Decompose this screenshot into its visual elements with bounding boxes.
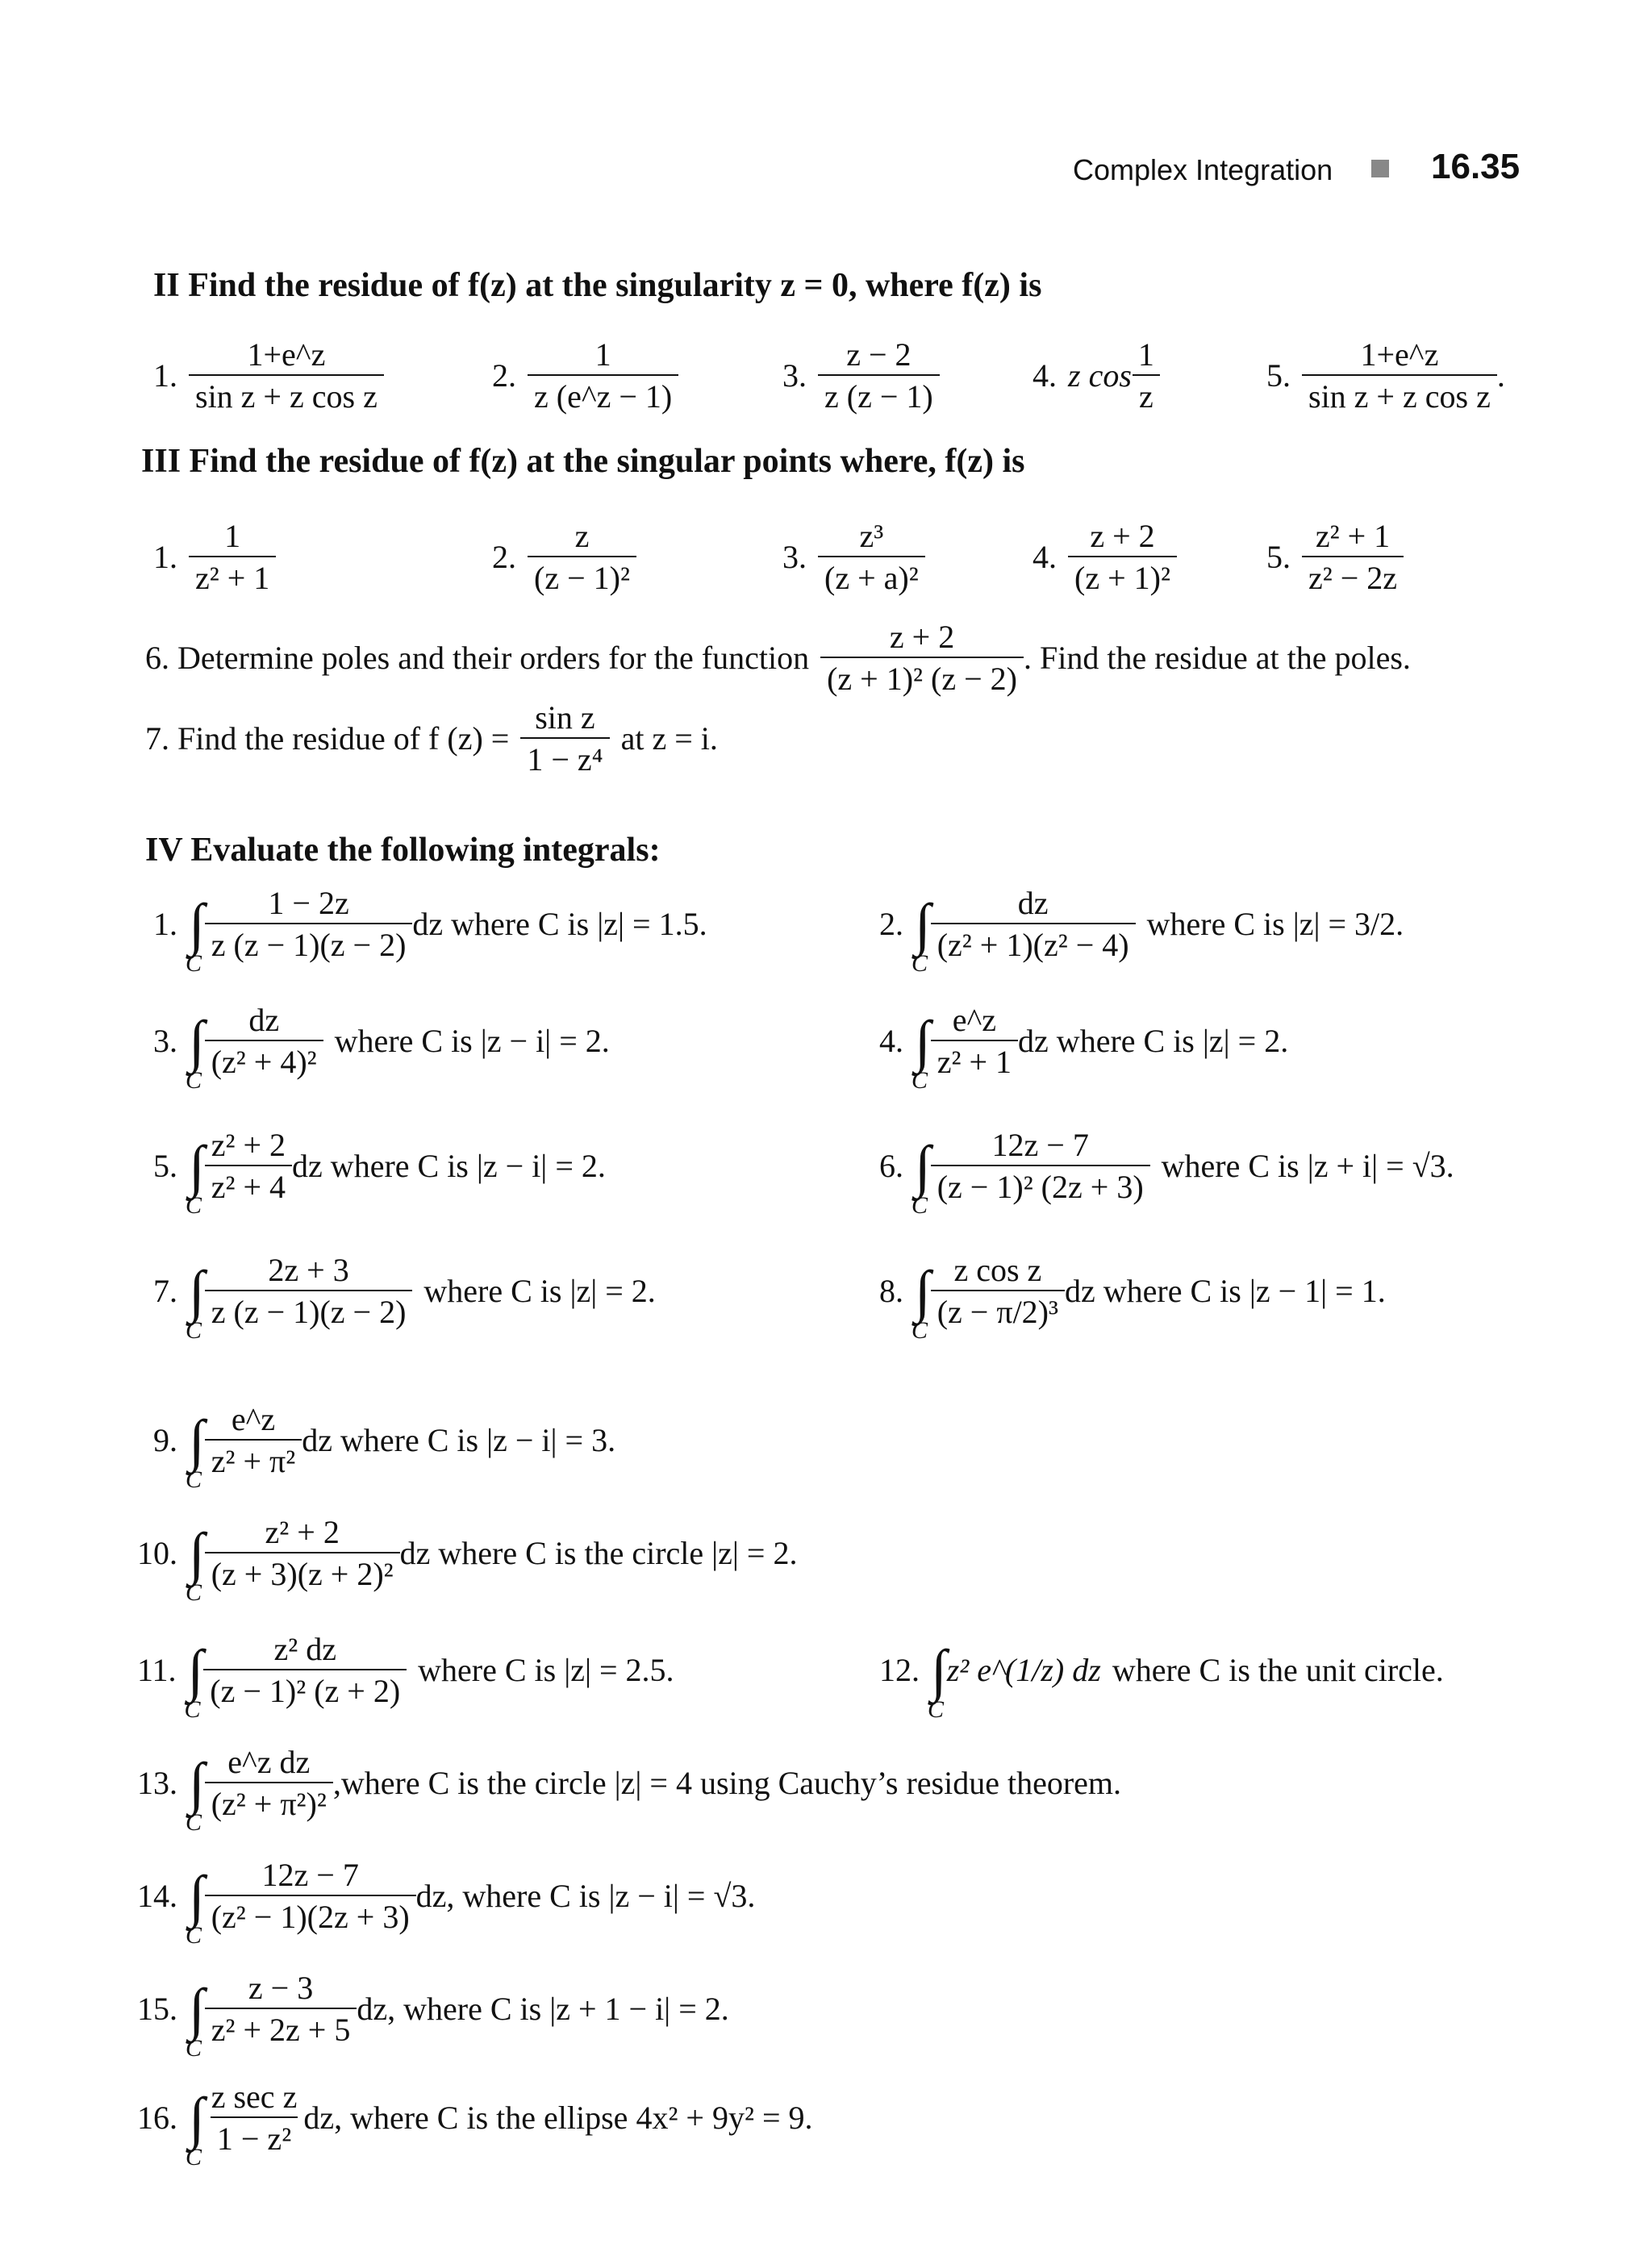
- denominator: z (z − 1)(z − 2): [205, 1290, 413, 1328]
- s2-item-1: [153, 336, 384, 415]
- denominator: z (e^z − 1): [528, 374, 678, 413]
- integral-sign-icon: ∫ C: [186, 1751, 205, 1836]
- item-number: 11.: [137, 1652, 177, 1688]
- s4-item-14: [137, 1857, 756, 1949]
- numerator: z² + 2: [265, 1514, 340, 1550]
- item-number: 15.: [137, 1991, 177, 2027]
- condition: dz where C is |z − 1| = 1.: [1065, 1273, 1386, 1309]
- s4-item-12: [879, 1638, 1444, 1723]
- item-number: 1.: [153, 539, 177, 575]
- item-number: 7.: [153, 1273, 177, 1309]
- section-3-heading: III Find the residue of f(z) at the singular points where, f(z) is: [141, 443, 1025, 480]
- item-number: 8.: [879, 1273, 903, 1309]
- item-number: 13.: [137, 1765, 177, 1801]
- denominator: (z + 1)²: [1068, 556, 1177, 594]
- numerator: 1+e^z: [1360, 336, 1439, 373]
- numerator: 2z + 3: [268, 1252, 349, 1288]
- numerator: dz: [1017, 885, 1049, 921]
- denominator: z: [1133, 374, 1160, 413]
- denominator: (z + 1)² (z − 2): [820, 657, 1024, 695]
- s3-question-6: [145, 621, 1411, 695]
- s3-item-3: [782, 520, 925, 594]
- condition: where C is |z| = 2.: [423, 1273, 656, 1309]
- numerator: 1: [1137, 336, 1154, 373]
- integral-sign-icon: ∫ C: [186, 1864, 205, 1949]
- numerator: z − 3: [248, 1970, 314, 2006]
- condition: where C is the unit circle.: [1112, 1652, 1444, 1688]
- integral-sign-icon: ∫ C: [186, 1408, 205, 1493]
- s4-item-16: [137, 2079, 813, 2171]
- s4-item-4: [879, 1002, 1289, 1094]
- s4-item-5: [153, 1127, 606, 1219]
- item-number: 5.: [1266, 357, 1291, 394]
- integral-sign-icon: ∫ C: [186, 1521, 205, 1606]
- numerator: dz: [248, 1002, 280, 1038]
- denominator: (z − 1)² (z + 2): [203, 1669, 407, 1708]
- trailing-punct: .: [1496, 357, 1505, 394]
- page-number: 16.35: [1431, 147, 1521, 186]
- denominator: z² + 1: [931, 1040, 1018, 1078]
- denominator: z² − 2z: [1302, 556, 1404, 594]
- s4-item-9: [153, 1401, 616, 1493]
- numerator: z + 2: [889, 619, 955, 655]
- numerator: z − 2: [846, 336, 912, 373]
- item-number: 3.: [782, 357, 807, 394]
- item-number: 16.: [137, 2100, 177, 2136]
- s4-item-15: [137, 1970, 729, 2062]
- denominator: 1 − z²: [211, 2116, 298, 2155]
- denominator: (z² − 1)(2z + 3): [205, 1895, 416, 1933]
- s3-item-5: [1266, 520, 1404, 594]
- s2-item-2: [492, 336, 678, 415]
- item-number: 4.: [1032, 357, 1057, 394]
- numerator: z³: [859, 518, 884, 554]
- item-number: 6.: [879, 1148, 903, 1184]
- numerator: z + 2: [1090, 518, 1155, 554]
- header-square-icon: [1371, 160, 1389, 177]
- integrand: z² e^(1/z) dz: [946, 1652, 1101, 1688]
- integral-sign-icon: ∫ C: [186, 2086, 205, 2171]
- numerator: 1: [594, 336, 611, 373]
- numerator: 12z − 7: [991, 1127, 1089, 1163]
- s4-item-3: [153, 1002, 610, 1094]
- integral-sign-icon: ∫ C: [186, 892, 205, 977]
- denominator: (z² + π²)²: [205, 1782, 333, 1820]
- numerator: z² + 1: [1315, 518, 1391, 554]
- s4-item-13: [137, 1744, 1122, 1836]
- s4-item-2: [879, 885, 1404, 977]
- s4-item-10: [137, 1514, 798, 1606]
- numerator: z sec z: [211, 2079, 298, 2115]
- item-number: 4.: [879, 1023, 903, 1059]
- condition: where C is |z| = 2.5.: [418, 1652, 674, 1688]
- item-number: 3.: [153, 1023, 177, 1059]
- numerator: e^z dz: [227, 1744, 311, 1780]
- denominator: sin z + z cos z: [189, 374, 384, 413]
- denominator: (z − π/2)³: [931, 1290, 1065, 1328]
- denominator: z² + 1: [189, 556, 276, 594]
- denominator: z² + 2z + 5: [205, 2008, 357, 2046]
- condition: dz where C is the circle |z| = 2.: [399, 1535, 798, 1571]
- denominator: z² + 4: [205, 1165, 292, 1203]
- condition: dz where C is |z| = 1.5.: [412, 906, 707, 942]
- denominator: (z − 1)²: [528, 556, 636, 594]
- s4-item-7: [153, 1252, 656, 1344]
- s3-item-1: [153, 520, 276, 594]
- s2-item-3: [782, 336, 940, 415]
- numerator: e^z: [231, 1401, 276, 1437]
- denominator: z (z − 1)(z − 2): [205, 923, 413, 961]
- numerator: 1+e^z: [247, 336, 326, 373]
- integral-sign-icon: ∫ C: [186, 1977, 205, 2062]
- item-number: 9.: [153, 1422, 177, 1458]
- denominator: (z² + 4)²: [205, 1040, 323, 1078]
- condition: dz where C is |z| = 2.: [1018, 1023, 1289, 1059]
- numerator: z cos z: [953, 1252, 1042, 1288]
- q7-text: 7. Find the residue of f (z) =: [145, 720, 510, 757]
- integral-sign-icon: ∫ C: [928, 1638, 947, 1723]
- item-number: 2.: [492, 539, 516, 575]
- denominator: (z² + 1)(z² − 4): [931, 923, 1136, 961]
- denominator: (z + a)²: [818, 556, 925, 594]
- item-number: 2.: [879, 906, 903, 942]
- condition: ,where C is the circle |z| = 4 using Cauchy’s residue theorem.: [332, 1765, 1122, 1801]
- s4-item-11: [137, 1631, 674, 1723]
- condition: dz, where C is |z − i| = √3.: [415, 1878, 756, 1914]
- s4-item-1: [153, 885, 707, 977]
- s4-item-8: [879, 1252, 1386, 1344]
- numerator: e^z: [952, 1002, 997, 1038]
- numerator: sin z: [535, 699, 595, 736]
- section-2-heading: II Find the residue of f(z) at the singularity z = 0, where f(z) is: [153, 267, 1042, 304]
- q6-text: 6. Determine poles and their orders for the function: [145, 640, 810, 676]
- condition: dz where C is |z − i| = 2.: [292, 1148, 606, 1184]
- item-number: 1.: [153, 357, 177, 394]
- denominator: sin z + z cos z: [1302, 374, 1497, 413]
- item-number: 14.: [137, 1878, 177, 1914]
- running-title: Complex Integration: [1073, 153, 1333, 186]
- item-number: 3.: [782, 539, 807, 575]
- numerator: 1: [224, 518, 241, 554]
- s3-item-4: [1032, 520, 1177, 594]
- item-number: 5.: [153, 1148, 177, 1184]
- denominator: 1 − z⁴: [520, 737, 609, 776]
- condition: dz, where C is |z + 1 − i| = 2.: [357, 1991, 729, 2027]
- numerator: z: [574, 518, 590, 554]
- denominator: (z − 1)² (2z + 3): [931, 1165, 1150, 1203]
- section-4-heading: IV Evaluate the following integrals:: [145, 832, 661, 869]
- condition: where C is |z − i| = 2.: [334, 1023, 610, 1059]
- denominator: (z + 3)(z + 2)²: [205, 1552, 400, 1591]
- numerator: z² dz: [273, 1631, 336, 1667]
- denominator: z (z − 1): [818, 374, 940, 413]
- item-number: 2.: [492, 357, 516, 394]
- q7-tail: at z = i.: [620, 720, 718, 757]
- condition: where C is |z + i| = √3.: [1161, 1148, 1454, 1184]
- integral-sign-icon: ∫ C: [912, 1009, 931, 1094]
- item-number: 12.: [879, 1652, 920, 1688]
- numerator: 12z − 7: [261, 1857, 359, 1893]
- item-number: 1.: [153, 906, 177, 942]
- prefix: z cos: [1068, 357, 1132, 394]
- s3-question-7: [145, 699, 718, 778]
- integral-sign-icon: ∫ C: [912, 1134, 931, 1219]
- item-number: 4.: [1032, 539, 1057, 575]
- denominator: z² + π²: [205, 1439, 302, 1478]
- condition: where C is |z| = 3/2.: [1146, 906, 1404, 942]
- condition: dz where C is |z − i| = 3.: [302, 1422, 616, 1458]
- integral-sign-icon: ∫ C: [186, 1259, 205, 1344]
- s2-item-4: [1032, 336, 1161, 415]
- integral-sign-icon: ∫ C: [186, 1134, 205, 1219]
- item-number: 5.: [1266, 539, 1291, 575]
- numerator: z² + 2: [211, 1127, 286, 1163]
- q6-tail: . Find the residue at the poles.: [1023, 640, 1411, 676]
- s2-item-5: [1266, 336, 1505, 415]
- integral-sign-icon: ∫ C: [186, 1009, 205, 1094]
- condition: dz, where C is the ellipse 4x² + 9y² = 9.: [303, 2100, 813, 2136]
- s4-item-6: [879, 1127, 1454, 1219]
- integral-sign-icon: ∫ C: [912, 1259, 931, 1344]
- item-number: 10.: [137, 1535, 177, 1571]
- integral-sign-icon: ∫ C: [184, 1638, 204, 1723]
- numerator: 1 − 2z: [268, 885, 349, 921]
- s3-item-2: [492, 520, 636, 594]
- integral-sign-icon: ∫ C: [912, 892, 931, 977]
